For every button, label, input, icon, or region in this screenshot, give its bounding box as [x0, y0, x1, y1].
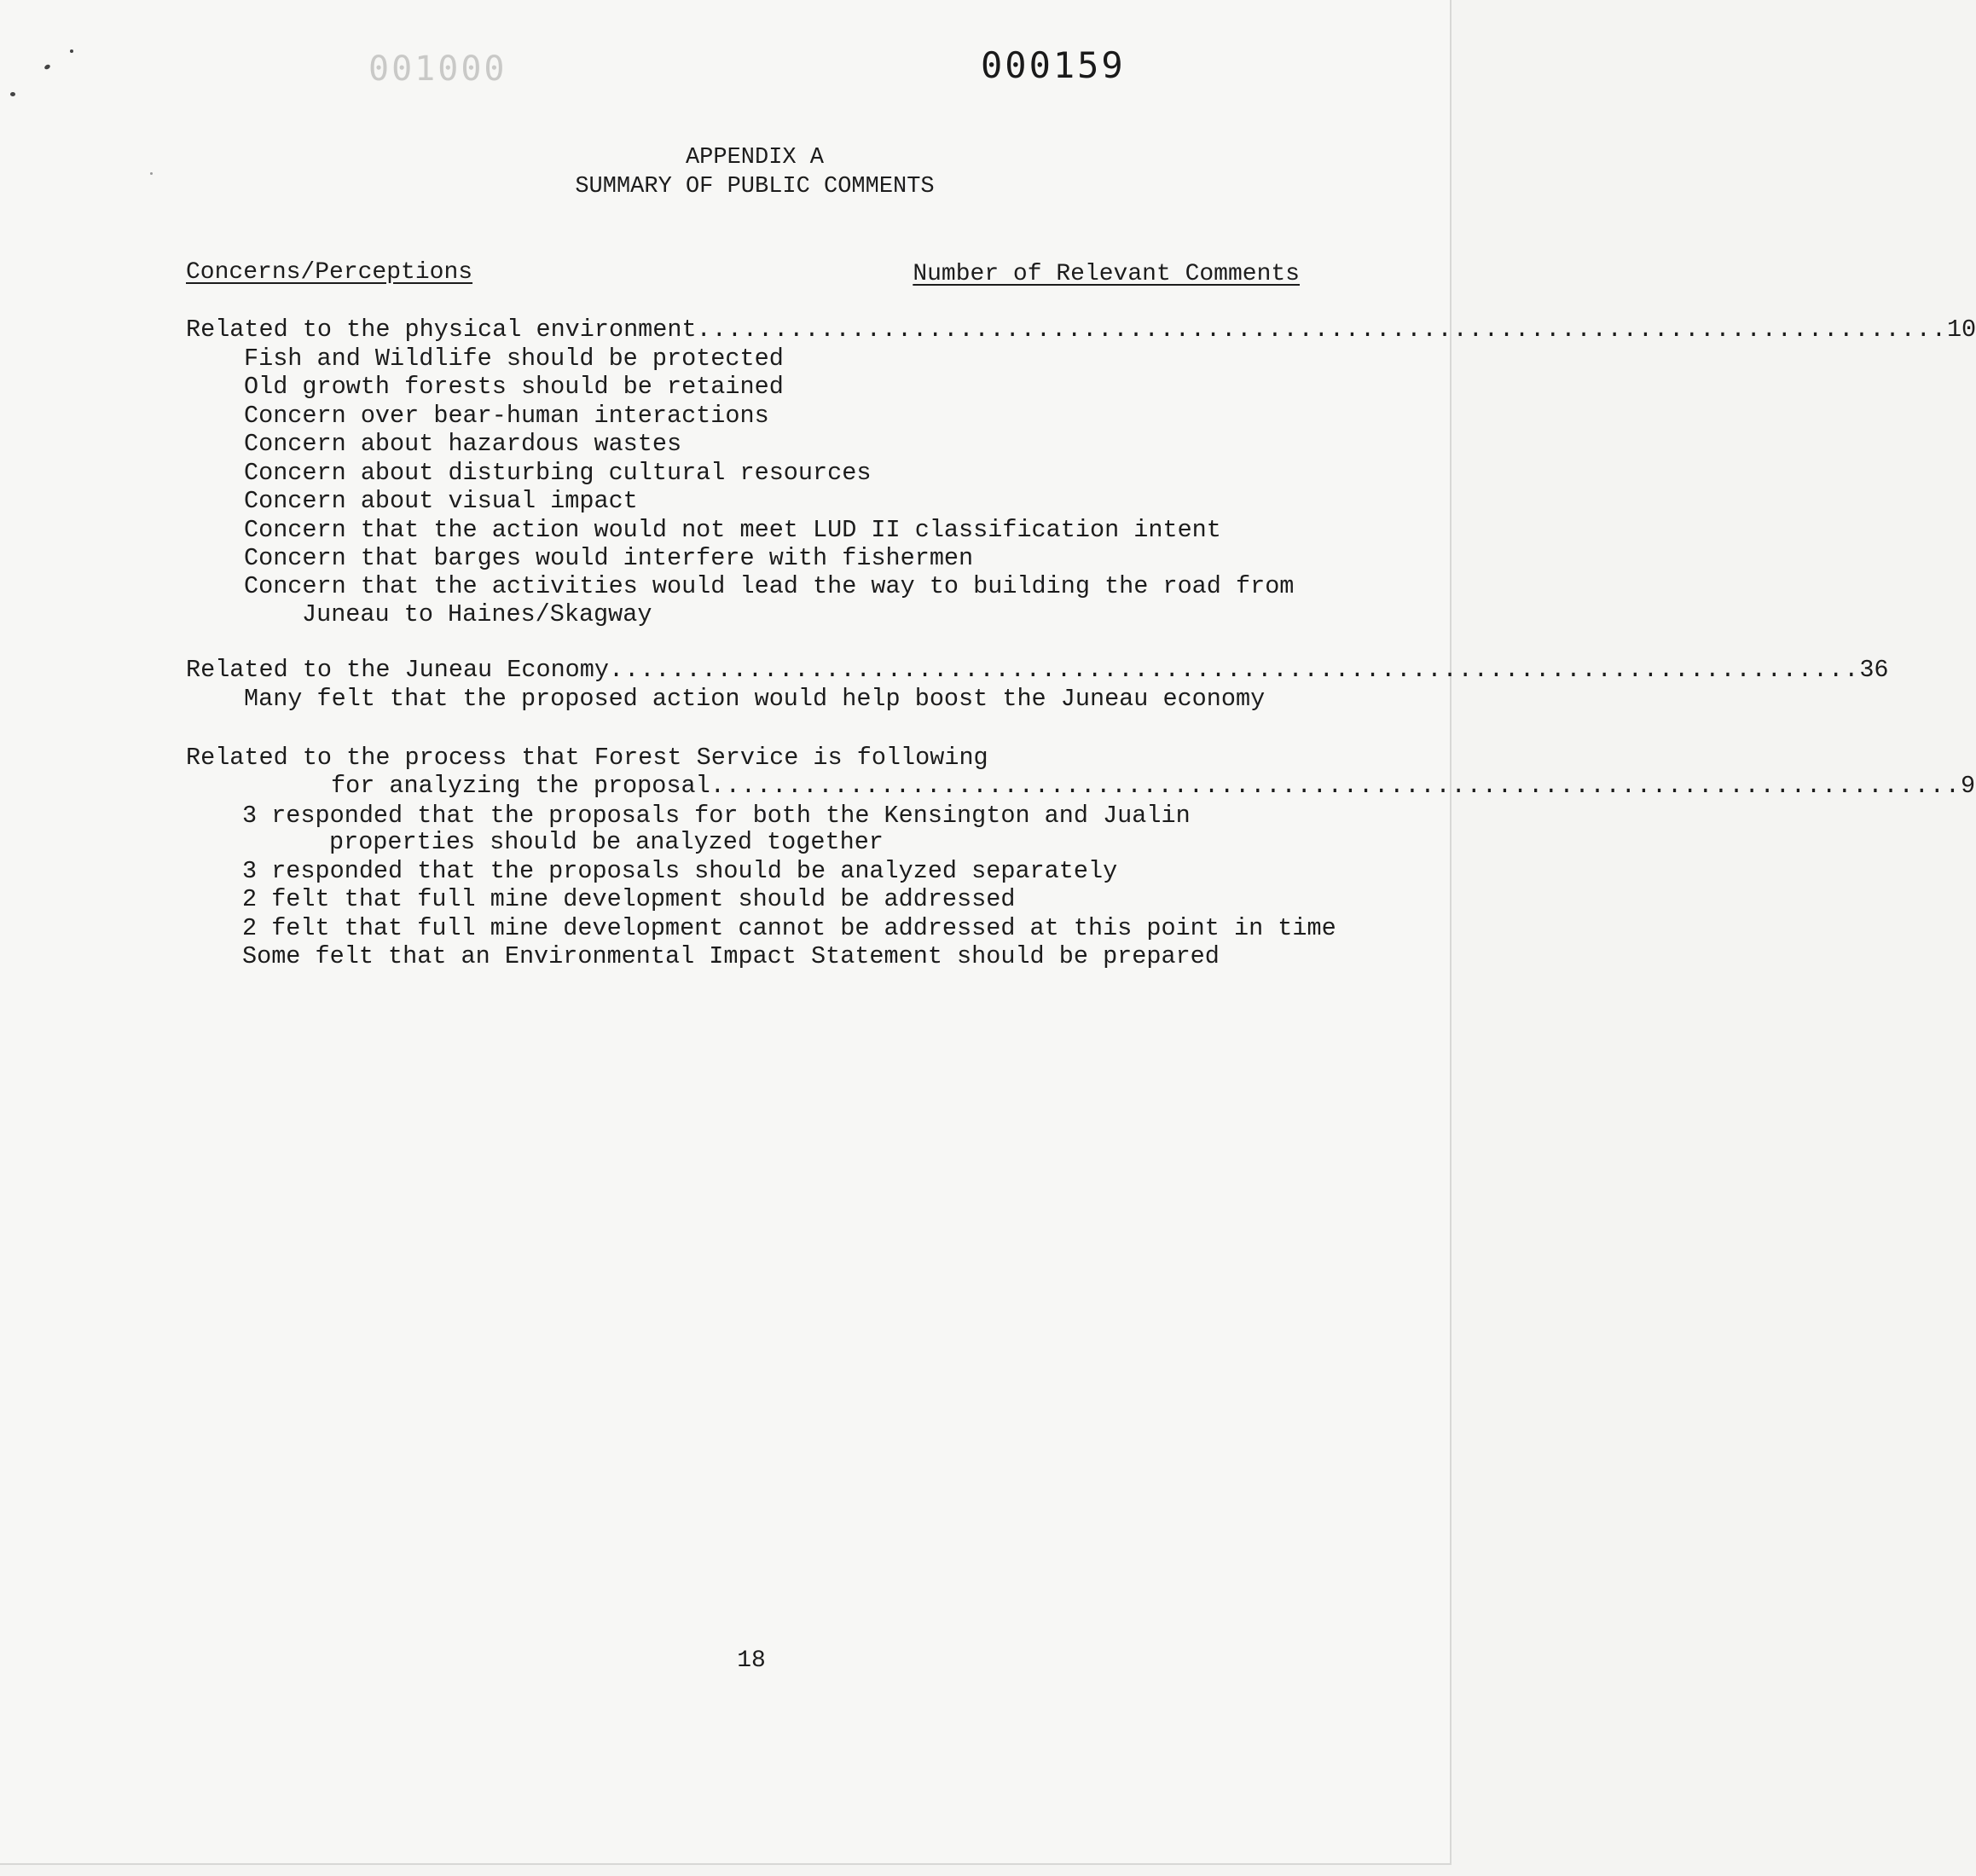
- list-item: 2 felt that full mine development should be addressed: [242, 885, 1016, 913]
- list-item-continuation: Juneau to Haines/Skagway: [302, 600, 652, 628]
- section-heading-row: [186, 316, 1976, 345]
- list-item-continuation: properties should be analyzed together: [329, 828, 884, 856]
- list-item: Concern that the action would not meet LUD II classification intent: [244, 516, 1221, 544]
- list-item: Concern over bear-human interactions: [244, 402, 769, 430]
- comment-count: 9: [1961, 772, 1976, 800]
- faint-document-stamp: 001000: [368, 49, 507, 89]
- dot-leader: .................................................................................: [696, 316, 1947, 344]
- comment-count: 10: [1946, 316, 1976, 344]
- scan-speck: [43, 64, 51, 71]
- comment-count: 36: [1859, 656, 1889, 684]
- appendix-title: APPENDIX A: [685, 145, 825, 171]
- list-item: 3 responded that the proposals should be analyzed separately: [242, 857, 1118, 885]
- page-number: 18: [737, 1647, 766, 1674]
- list-item: Concern about disturbing cultural resources: [244, 459, 872, 487]
- list-item: Fish and Wildlife should be protected: [244, 345, 784, 373]
- list-item: Old growth forests should be retained: [244, 373, 784, 401]
- section-heading-row: [331, 772, 1976, 801]
- list-item: Concern that barges would interfere with fishermen: [244, 544, 974, 572]
- section-title-continuation: for analyzing the proposal: [331, 772, 710, 800]
- scan-speck: [10, 92, 15, 96]
- section-heading-row: [186, 656, 1889, 685]
- list-item: Concern about visual impact: [244, 487, 638, 515]
- section-title: Related to the physical environment: [186, 316, 697, 344]
- list-item: 2 felt that full mine development cannot be addressed at this point in time: [242, 914, 1336, 942]
- dot-leader: .................................................................................: [608, 656, 1860, 684]
- list-item: Many felt that the proposed action would help boost the Juneau economy: [244, 685, 1266, 713]
- list-item: Some felt that an Environmental Impact Statement should be prepared: [242, 942, 1220, 970]
- column-header-count: Number of Relevant Comments: [913, 261, 1300, 287]
- scan-speck: [70, 49, 73, 53]
- list-item: 3 responded that the proposals for both the Kensington and Jualin: [242, 802, 1191, 830]
- dot-leader: .................................................................................: [710, 772, 1962, 800]
- list-item: Concern about hazardous wastes: [244, 430, 682, 458]
- list-item: Concern that the activities would lead the way to building the road from: [244, 572, 1295, 600]
- section-title: Related to the Juneau Economy: [186, 656, 609, 684]
- section-title: Related to the process that Forest Service is following: [186, 744, 988, 772]
- column-header-concerns: Concerns/Perceptions: [186, 259, 473, 286]
- appendix-subtitle: SUMMARY OF PUBLIC COMMENTS: [575, 174, 935, 200]
- document-number-stamp: 000159: [981, 44, 1126, 86]
